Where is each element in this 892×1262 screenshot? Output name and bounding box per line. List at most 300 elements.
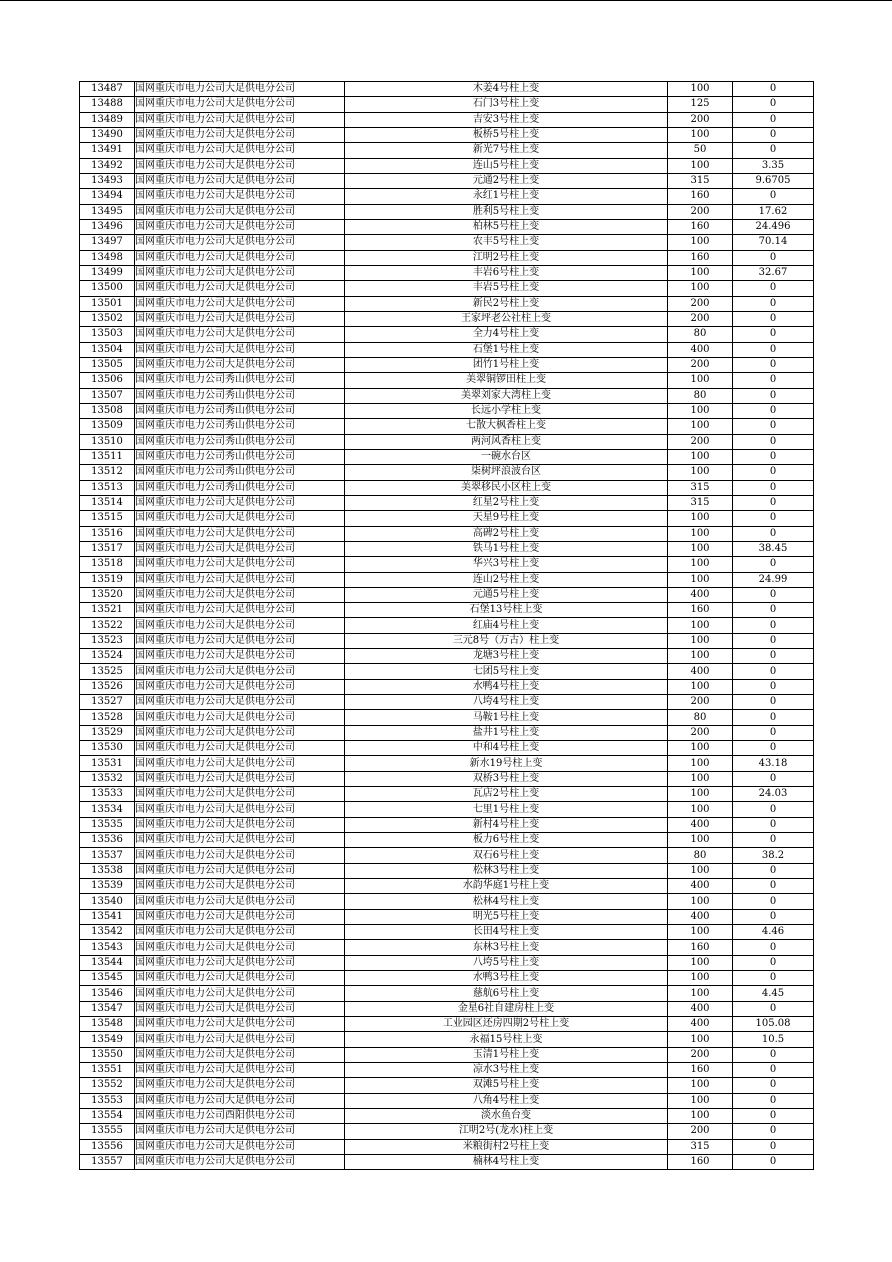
table-row (80, 1017, 814, 1032)
transformer-name-cell: 明光5号柱上变 (345, 909, 668, 924)
capacity-cell: 400 (668, 1001, 733, 1016)
capacity-cell: 100 (668, 511, 733, 526)
row-id-cell: 13516 (80, 526, 135, 541)
company-cell: 国网重庆市电力公司大足供电分公司 (135, 173, 345, 188)
company-cell: 国网重庆市电力公司大足供电分公司 (135, 1154, 345, 1169)
company-cell: 国网重庆市电力公司大足供电分公司 (135, 235, 345, 250)
company-cell: 国网重庆市电力公司大足供电分公司 (135, 909, 345, 924)
transformer-name-cell: 丰岩6号柱上变 (345, 265, 668, 280)
value-cell: 0 (733, 664, 814, 679)
value-cell: 24.99 (733, 572, 814, 587)
value-cell: 0 (733, 894, 814, 909)
transformer-name-cell: 双桥3号柱上变 (345, 771, 668, 786)
transformer-name-cell: 楠林4号柱上变 (345, 1154, 668, 1169)
transformer-name-cell: 瓦店2号柱上变 (345, 787, 668, 802)
capacity-cell: 400 (668, 664, 733, 679)
table-row (80, 1032, 814, 1047)
row-id-cell: 13555 (80, 1124, 135, 1139)
value-cell: 0 (733, 695, 814, 710)
company-cell: 国网重庆市电力公司大足供电分公司 (135, 833, 345, 848)
capacity-cell: 315 (668, 495, 733, 510)
company-cell: 国网重庆市电力公司大足供电分公司 (135, 618, 345, 633)
transformer-name-cell: 连山2号柱上变 (345, 572, 668, 587)
table-row (80, 143, 814, 158)
capacity-cell: 100 (668, 679, 733, 694)
value-cell: 0 (733, 342, 814, 357)
table-row (80, 664, 814, 679)
row-id-cell: 13519 (80, 572, 135, 587)
table-row (80, 465, 814, 480)
capacity-cell: 100 (668, 925, 733, 940)
row-id-cell: 13488 (80, 97, 135, 112)
value-cell: 0 (733, 618, 814, 633)
capacity-cell: 100 (668, 235, 733, 250)
company-cell: 国网重庆市电力公司大足供电分公司 (135, 82, 345, 97)
company-cell: 国网重庆市电力公司大足供电分公司 (135, 112, 345, 127)
company-cell: 国网重庆市电力公司大足供电分公司 (135, 296, 345, 311)
table-row (80, 710, 814, 725)
transformer-name-cell: 玉清1号柱上变 (345, 1047, 668, 1062)
company-cell: 国网重庆市电力公司大足供电分公司 (135, 863, 345, 878)
transformer-name-cell: 盐井1号柱上变 (345, 725, 668, 740)
value-cell: 0 (733, 1093, 814, 1108)
company-cell: 国网重庆市电力公司大足供电分公司 (135, 971, 345, 986)
transformer-name-cell: 慈航6号柱上变 (345, 986, 668, 1001)
transformer-name-cell: 王家坪老公社柱上变 (345, 311, 668, 326)
transformer-name-cell: 永福15号柱上变 (345, 1032, 668, 1047)
transformer-name-cell: 华兴3号柱上变 (345, 557, 668, 572)
row-id-cell: 13534 (80, 802, 135, 817)
value-cell: 38.2 (733, 848, 814, 863)
company-cell: 国网重庆市电力公司秀山供电分公司 (135, 465, 345, 480)
value-cell: 0 (733, 357, 814, 372)
company-cell: 国网重庆市电力公司大足供电分公司 (135, 741, 345, 756)
capacity-cell: 100 (668, 403, 733, 418)
transformer-name-cell: 红星2号柱上变 (345, 495, 668, 510)
capacity-cell: 100 (668, 741, 733, 756)
row-id-cell: 13532 (80, 771, 135, 786)
value-cell: 0 (733, 879, 814, 894)
transformer-name-cell: 新光7号柱上变 (345, 143, 668, 158)
value-cell: 0 (733, 403, 814, 418)
transformer-name-cell: 铁马1号柱上变 (345, 541, 668, 556)
table-row (80, 403, 814, 418)
capacity-cell: 100 (668, 1032, 733, 1047)
value-cell: 0 (733, 449, 814, 464)
value-cell: 0 (733, 817, 814, 832)
capacity-cell: 100 (668, 158, 733, 173)
table-row (80, 679, 814, 694)
row-id-cell: 13501 (80, 296, 135, 311)
table-row (80, 725, 814, 740)
value-cell: 0 (733, 1047, 814, 1062)
row-id-cell: 13497 (80, 235, 135, 250)
table-row (80, 802, 814, 817)
transformer-name-cell: 胜利5号柱上变 (345, 204, 668, 219)
capacity-cell: 100 (668, 618, 733, 633)
transformer-name-cell: 板桥5号柱上变 (345, 127, 668, 142)
company-cell: 国网重庆市电力公司大足供电分公司 (135, 526, 345, 541)
table-row (80, 373, 814, 388)
row-id-cell: 13498 (80, 250, 135, 265)
table-row (80, 587, 814, 602)
transformer-name-cell: 新水19号柱上变 (345, 756, 668, 771)
table-row (80, 741, 814, 756)
company-cell: 国网重庆市电力公司秀山供电分公司 (135, 388, 345, 403)
table-row (80, 311, 814, 326)
capacity-cell: 80 (668, 327, 733, 342)
capacity-cell: 100 (668, 127, 733, 142)
table-row (80, 925, 814, 940)
row-id-cell: 13510 (80, 434, 135, 449)
company-cell: 国网重庆市电力公司大足供电分公司 (135, 97, 345, 112)
table-row (80, 649, 814, 664)
value-cell: 0 (733, 495, 814, 510)
transformer-name-cell: 水韵华庭1号柱上变 (345, 879, 668, 894)
table-row (80, 971, 814, 986)
capacity-cell: 100 (668, 955, 733, 970)
table-row (80, 771, 814, 786)
company-cell: 国网重庆市电力公司大足供电分公司 (135, 158, 345, 173)
value-cell: 0 (733, 143, 814, 158)
table-row (80, 986, 814, 1001)
value-cell: 0 (733, 465, 814, 480)
table-row (80, 603, 814, 618)
value-cell: 0 (733, 250, 814, 265)
row-id-cell: 13499 (80, 265, 135, 280)
table-row (80, 189, 814, 204)
table-row (80, 281, 814, 296)
capacity-cell: 100 (668, 633, 733, 648)
company-cell: 国网重庆市电力公司大足供电分公司 (135, 725, 345, 740)
table-row (80, 1093, 814, 1108)
company-cell: 国网重庆市电力公司大足供电分公司 (135, 311, 345, 326)
value-cell: 24.496 (733, 219, 814, 234)
row-id-cell: 13505 (80, 357, 135, 372)
transformer-name-cell: 东林3号柱上变 (345, 940, 668, 955)
transformer-name-cell: 吉安3号柱上变 (345, 112, 668, 127)
row-id-cell: 13513 (80, 480, 135, 495)
value-cell: 0 (733, 82, 814, 97)
row-id-cell: 13506 (80, 373, 135, 388)
row-id-cell: 13538 (80, 863, 135, 878)
company-cell: 国网重庆市电力公司大足供电分公司 (135, 1078, 345, 1093)
table-row (80, 1139, 814, 1154)
transformer-name-cell: 全力4号柱上变 (345, 327, 668, 342)
capacity-cell: 125 (668, 97, 733, 112)
row-id-cell: 13517 (80, 541, 135, 556)
transformer-name-cell: 柒树坪浪波台区 (345, 465, 668, 480)
value-cell: 0 (733, 955, 814, 970)
transformer-name-cell: 美翠刘家大湾柱上变 (345, 388, 668, 403)
table-row (80, 327, 814, 342)
value-cell: 9.6705 (733, 173, 814, 188)
row-id-cell: 13539 (80, 879, 135, 894)
capacity-cell: 200 (668, 204, 733, 219)
table-row (80, 235, 814, 250)
table-row (80, 434, 814, 449)
transformer-name-cell: 双石6号柱上变 (345, 848, 668, 863)
company-cell: 国网重庆市电力公司大足供电分公司 (135, 787, 345, 802)
table-row (80, 817, 814, 832)
capacity-cell: 160 (668, 189, 733, 204)
row-id-cell: 13487 (80, 82, 135, 97)
table-row (80, 618, 814, 633)
transformer-name-cell: 新民2号柱上变 (345, 296, 668, 311)
company-cell: 国网重庆市电力公司秀山供电分公司 (135, 403, 345, 418)
row-id-cell: 13515 (80, 511, 135, 526)
transformer-name-cell: 元通5号柱上变 (345, 587, 668, 602)
capacity-cell: 100 (668, 281, 733, 296)
capacity-cell: 100 (668, 1078, 733, 1093)
value-cell: 0 (733, 863, 814, 878)
company-cell: 国网重庆市电力公司大足供电分公司 (135, 817, 345, 832)
capacity-cell: 200 (668, 434, 733, 449)
capacity-cell: 200 (668, 296, 733, 311)
company-cell: 国网重庆市电力公司大足供电分公司 (135, 587, 345, 602)
row-id-cell: 13528 (80, 710, 135, 725)
table-row (80, 894, 814, 909)
company-cell: 国网重庆市电力公司大足供电分公司 (135, 679, 345, 694)
value-cell: 0 (733, 649, 814, 664)
value-cell: 0 (733, 1124, 814, 1139)
company-cell: 国网重庆市电力公司秀山供电分公司 (135, 419, 345, 434)
table-row (80, 879, 814, 894)
transformer-name-cell: 新村4号柱上变 (345, 817, 668, 832)
company-cell: 国网重庆市电力公司大足供电分公司 (135, 802, 345, 817)
row-id-cell: 13520 (80, 587, 135, 602)
company-cell: 国网重庆市电力公司大足供电分公司 (135, 986, 345, 1001)
row-id-cell: 13491 (80, 143, 135, 158)
value-cell: 0 (733, 189, 814, 204)
company-cell: 国网重庆市电力公司大足供电分公司 (135, 495, 345, 510)
value-cell: 0 (733, 679, 814, 694)
capacity-cell: 100 (668, 833, 733, 848)
capacity-cell: 80 (668, 848, 733, 863)
transformer-name-cell: 板力6号柱上变 (345, 833, 668, 848)
value-cell: 0 (733, 311, 814, 326)
row-id-cell: 13514 (80, 495, 135, 510)
table-row (80, 480, 814, 495)
row-id-cell: 13553 (80, 1093, 135, 1108)
company-cell: 国网重庆市电力公司大足供电分公司 (135, 695, 345, 710)
company-cell: 国网重庆市电力公司大足供电分公司 (135, 572, 345, 587)
company-cell: 国网重庆市电力公司大足供电分公司 (135, 511, 345, 526)
row-id-cell: 13496 (80, 219, 135, 234)
value-cell: 4.45 (733, 986, 814, 1001)
transformer-name-cell: 松林4号柱上变 (345, 894, 668, 909)
transformer-name-cell: 永红1号柱上变 (345, 189, 668, 204)
row-id-cell: 13549 (80, 1032, 135, 1047)
table-row (80, 695, 814, 710)
company-cell: 国网重庆市电力公司大足供电分公司 (135, 1047, 345, 1062)
row-id-cell: 13557 (80, 1154, 135, 1169)
table-row (80, 633, 814, 648)
transformer-name-cell: 柏林5号柱上变 (345, 219, 668, 234)
transformer-name-cell: 江明2号(龙水)柱上变 (345, 1124, 668, 1139)
table-row (80, 1124, 814, 1139)
company-cell: 国网重庆市电力公司大足供电分公司 (135, 1124, 345, 1139)
capacity-cell: 80 (668, 710, 733, 725)
transformer-name-cell: 高碑2号柱上变 (345, 526, 668, 541)
row-id-cell: 13551 (80, 1063, 135, 1078)
value-cell: 0 (733, 1154, 814, 1169)
transformer-name-cell: 石堡1号柱上变 (345, 342, 668, 357)
value-cell: 0 (733, 526, 814, 541)
table-row (80, 97, 814, 112)
transformer-name-cell: 八垮5号柱上变 (345, 955, 668, 970)
row-id-cell: 13527 (80, 695, 135, 710)
transformer-name-cell: 天星9号柱上变 (345, 511, 668, 526)
capacity-cell: 100 (668, 82, 733, 97)
company-cell: 国网重庆市电力公司大足供电分公司 (135, 879, 345, 894)
table-row (80, 541, 814, 556)
row-id-cell: 13512 (80, 465, 135, 480)
value-cell: 0 (733, 1139, 814, 1154)
value-cell: 0 (733, 434, 814, 449)
row-id-cell: 13526 (80, 679, 135, 694)
row-id-cell: 13554 (80, 1108, 135, 1123)
table-row (80, 112, 814, 127)
value-cell: 0 (733, 1001, 814, 1016)
value-cell: 0 (733, 909, 814, 924)
row-id-cell: 13556 (80, 1139, 135, 1154)
table-row (80, 495, 814, 510)
company-cell: 国网重庆市电力公司秀山供电分公司 (135, 480, 345, 495)
transformer-name-cell: 马鞍1号柱上变 (345, 710, 668, 725)
row-id-cell: 13543 (80, 940, 135, 955)
table-row (80, 955, 814, 970)
company-cell: 国网重庆市电力公司秀山供电分公司 (135, 449, 345, 464)
table-body (80, 82, 814, 1170)
capacity-cell: 100 (668, 449, 733, 464)
company-cell: 国网重庆市电力公司大足供电分公司 (135, 265, 345, 280)
value-cell: 0 (733, 1063, 814, 1078)
value-cell: 0 (733, 940, 814, 955)
transformer-name-cell: 元通2号柱上变 (345, 173, 668, 188)
company-cell: 国网重庆市电力公司大足供电分公司 (135, 189, 345, 204)
company-cell: 国网重庆市电力公司秀山供电分公司 (135, 434, 345, 449)
company-cell: 国网重庆市电力公司大足供电分公司 (135, 143, 345, 158)
capacity-cell: 80 (668, 388, 733, 403)
row-id-cell: 13518 (80, 557, 135, 572)
table-row (80, 158, 814, 173)
table-row (80, 1078, 814, 1093)
row-id-cell: 13489 (80, 112, 135, 127)
row-id-cell: 13504 (80, 342, 135, 357)
value-cell: 0 (733, 511, 814, 526)
value-cell: 38.45 (733, 541, 814, 556)
table-row (80, 1108, 814, 1123)
capacity-cell: 100 (668, 541, 733, 556)
transformer-name-cell: 石门3号柱上变 (345, 97, 668, 112)
transformer-name-cell: 美翠铜锣田柱上变 (345, 373, 668, 388)
capacity-cell: 400 (668, 587, 733, 602)
capacity-cell: 200 (668, 695, 733, 710)
capacity-cell: 100 (668, 265, 733, 280)
company-cell: 国网重庆市电力公司大足供电分公司 (135, 219, 345, 234)
capacity-cell: 200 (668, 725, 733, 740)
company-cell: 国网重庆市电力公司大足供电分公司 (135, 357, 345, 372)
table-row (80, 833, 814, 848)
capacity-cell: 200 (668, 112, 733, 127)
transformer-name-cell: 淡水鱼台变 (345, 1108, 668, 1123)
transformer-name-cell: 江明2号柱上变 (345, 250, 668, 265)
table-row (80, 572, 814, 587)
transformer-name-cell: 七散大枫香柱上变 (345, 419, 668, 434)
table-row (80, 204, 814, 219)
transformer-name-cell: 丰岩5号柱上变 (345, 281, 668, 296)
company-cell: 国网重庆市电力公司大足供电分公司 (135, 204, 345, 219)
row-id-cell: 13542 (80, 925, 135, 940)
company-cell: 国网重庆市电力公司大足供电分公司 (135, 848, 345, 863)
row-id-cell: 13540 (80, 894, 135, 909)
value-cell: 0 (733, 833, 814, 848)
table-row (80, 1001, 814, 1016)
table-row (80, 848, 814, 863)
capacity-cell: 160 (668, 250, 733, 265)
table-row (80, 940, 814, 955)
table-row (80, 265, 814, 280)
capacity-cell: 100 (668, 649, 733, 664)
value-cell: 0 (733, 97, 814, 112)
row-id-cell: 13552 (80, 1078, 135, 1093)
value-cell: 0 (733, 557, 814, 572)
value-cell: 0 (733, 633, 814, 648)
value-cell: 105.08 (733, 1017, 814, 1032)
transformer-name-cell: 一碗水台区 (345, 449, 668, 464)
transformer-name-cell: 水鸭3号柱上变 (345, 971, 668, 986)
company-cell: 国网重庆市电力公司大足供电分公司 (135, 557, 345, 572)
value-cell: 0 (733, 127, 814, 142)
capacity-cell: 400 (668, 1017, 733, 1032)
transformer-name-cell: 龙塘3号柱上变 (345, 649, 668, 664)
transformer-name-cell: 八垮4号柱上变 (345, 695, 668, 710)
capacity-cell: 400 (668, 817, 733, 832)
value-cell: 0 (733, 603, 814, 618)
company-cell: 国网重庆市电力公司大足供电分公司 (135, 281, 345, 296)
row-id-cell: 13548 (80, 1017, 135, 1032)
company-cell: 国网重庆市电力公司大足供电分公司 (135, 633, 345, 648)
transformer-name-cell: 米粮街村2号柱上变 (345, 1139, 668, 1154)
capacity-cell: 315 (668, 480, 733, 495)
transformer-name-cell: 八角4号柱上变 (345, 1093, 668, 1108)
row-id-cell: 13530 (80, 741, 135, 756)
value-cell: 10.5 (733, 1032, 814, 1047)
row-id-cell: 13493 (80, 173, 135, 188)
transformer-name-cell: 红庙4号柱上变 (345, 618, 668, 633)
data-table (79, 81, 814, 1170)
capacity-cell: 400 (668, 909, 733, 924)
row-id-cell: 13535 (80, 817, 135, 832)
table-row (80, 1154, 814, 1169)
company-cell: 国网重庆市电力公司大足供电分公司 (135, 250, 345, 265)
value-cell: 24.03 (733, 787, 814, 802)
value-cell: 0 (733, 802, 814, 817)
capacity-cell: 160 (668, 219, 733, 234)
row-id-cell: 13545 (80, 971, 135, 986)
capacity-cell: 315 (668, 173, 733, 188)
capacity-cell: 200 (668, 311, 733, 326)
capacity-cell: 100 (668, 756, 733, 771)
value-cell: 70.14 (733, 235, 814, 250)
transformer-name-cell: 凉水3号柱上变 (345, 1063, 668, 1078)
capacity-cell: 100 (668, 557, 733, 572)
capacity-cell: 100 (668, 971, 733, 986)
row-id-cell: 13508 (80, 403, 135, 418)
transformer-name-cell: 工业园区还房四期2号柱上变 (345, 1017, 668, 1032)
row-id-cell: 13509 (80, 419, 135, 434)
